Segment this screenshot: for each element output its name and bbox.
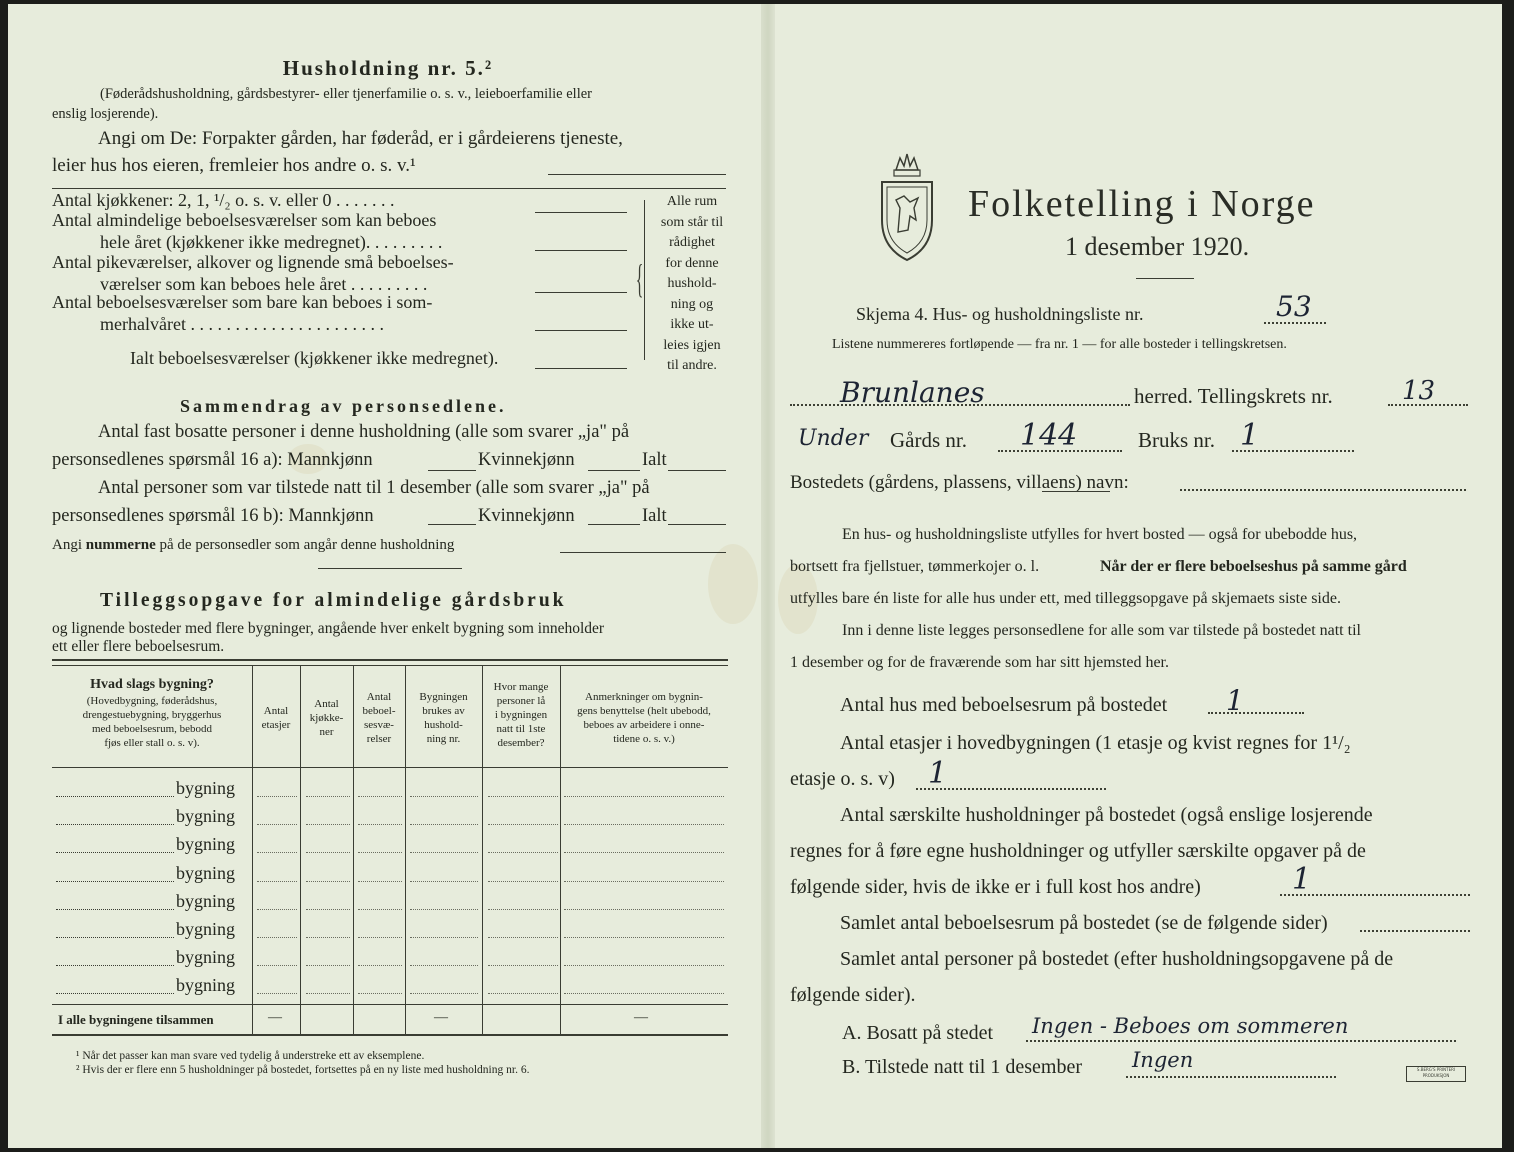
row-cell-line: [488, 881, 558, 882]
row-cell-line: [257, 909, 297, 910]
col-head-line: Hvor mange: [493, 681, 549, 693]
b-label: B. Tilstede natt til 1 desember: [842, 1056, 1082, 1078]
answer-line: [535, 330, 627, 331]
row-cell-line: [358, 993, 402, 994]
answer-line: [1026, 1040, 1456, 1042]
row-cell-line: [306, 965, 350, 966]
footnote: ² Hvis der er flere enn 5 husholdninger på bostedet, fortsettes på en ny liste med husholdning nr. 6.: [76, 1064, 530, 1076]
answer-line: [1126, 1076, 1336, 1078]
row-cell-line: [358, 909, 402, 910]
answer-line: [668, 524, 726, 525]
col-head-line: desember?: [497, 737, 545, 749]
samlet-pers: følgende sider).: [790, 984, 916, 1006]
answer-line: [1264, 322, 1326, 324]
table-row: [52, 832, 728, 860]
col-head-line: ning nr.: [426, 733, 461, 745]
summary-ialt: Ialt: [642, 450, 667, 470]
side-note-line: til andre.: [667, 358, 717, 373]
separator: [52, 188, 726, 189]
row-cell-line: [488, 993, 558, 994]
row-label: bygning: [176, 890, 236, 911]
col-head-kitchens: [300, 697, 353, 739]
villaens-underline: [1042, 491, 1110, 492]
col-head-line: Antal: [366, 691, 392, 703]
col-head-line: sesvæ-: [364, 719, 394, 731]
row-cell-line: [410, 824, 478, 825]
summary-kvinne: Kvinnekjønn: [478, 506, 575, 526]
answer-line: [1208, 712, 1304, 714]
summary-line: personsedlenes spørsmål 16 b): Mannkjønn: [52, 506, 374, 526]
answer-line: [1360, 930, 1470, 932]
col-head-sub: fjøs eller stall o. s. v).: [104, 737, 200, 749]
row-cell-line: [306, 852, 350, 853]
answer-line: [1232, 450, 1354, 452]
side-note-line: hushold-: [667, 276, 717, 291]
row-cell-line: [257, 937, 297, 938]
row-label: bygning: [176, 834, 236, 855]
col-head-line: natt til 1ste: [496, 723, 546, 735]
answer-line: [560, 552, 726, 553]
answer-line: [548, 174, 726, 175]
coat-of-arms-icon: [874, 150, 940, 262]
para-line: utfylles bare én liste for alle hus under ett, med tilleggsopgave på skjemaets siste side.: [790, 590, 1341, 607]
row-cell-line: [358, 852, 402, 853]
row-cell-line: [257, 824, 297, 825]
rooms-summer: Antal beboelsesværelser som bare kan beboes i som-: [52, 292, 433, 312]
row-label: bygning: [176, 778, 236, 798]
summary-line: Antal personer som var tilstede natt til 1 desember (alle som svarer „ja" på: [98, 478, 650, 498]
table-total-rule: [52, 1004, 728, 1005]
ialt-rooms: Ialt beboelsesværelser (kjøkkener ikke medregnet).: [130, 348, 499, 368]
ask-line: Angi om De: Forpakter gården, har føderåd, er i gårdeierens tjeneste,: [98, 128, 623, 149]
side-note: [652, 192, 732, 377]
table-top-rule: [52, 665, 728, 666]
table-row: [52, 776, 728, 804]
row-label: bygning: [176, 947, 236, 968]
bruks-label: Bruks nr.: [1138, 428, 1216, 452]
etasjer-line: Antal etasjer i hovedbygningen (1 etasje og kvist regnes for 1¹/₂: [840, 732, 1351, 754]
side-note-line: rådighet: [669, 235, 715, 250]
col-head-line: gens benyttelse (helt ubebodd,: [577, 705, 711, 717]
herred-value: Brunlanes: [840, 376, 985, 409]
answer-line: [668, 470, 726, 471]
answer-line: [588, 524, 640, 525]
gards-number: 144: [1020, 418, 1078, 453]
census-form-sheet: [8, 4, 1502, 1148]
col-head-line: beboes av arbeidere i onne-: [583, 719, 705, 731]
row-blank-line: [56, 909, 174, 910]
answer-line: [535, 368, 627, 369]
table-row: [52, 804, 728, 832]
sarskilte-line: regnes for å føre egne husholdninger og utfyller særskilte opgaver på de: [790, 840, 1366, 862]
row-cell-line: [488, 796, 558, 797]
col-head-line: kjøkke-: [309, 712, 344, 724]
row-cell-line: [488, 824, 558, 825]
side-note-line: Alle rum: [666, 194, 718, 209]
table-bottom-rule: [52, 1034, 728, 1036]
answer-line: [1388, 404, 1468, 406]
row-cell-line: [564, 965, 724, 966]
row-cell-line: [564, 881, 724, 882]
short-rule: [1136, 278, 1194, 279]
row-cell-line: [306, 824, 350, 825]
side-note-line: som står til: [660, 214, 724, 230]
row-blank-line: [56, 852, 174, 853]
total-dash: —: [268, 1010, 282, 1025]
herred-label: herred. Tellingskrets nr.: [1134, 384, 1333, 408]
col-head-sub: (Hovedbygning, føderådshus,: [86, 695, 218, 707]
short-rule: [318, 568, 462, 569]
row-blank-line: [56, 796, 174, 797]
row-blank-line: [56, 824, 174, 825]
row-cell-line: [306, 937, 350, 938]
sarskilte-line: følgende sider, hvis de ikke er i full kost hos andre): [790, 876, 1201, 898]
table-row: [52, 973, 728, 1001]
para-line: En hus- og husholdningsliste utfylles for hvert bosted — også for ubebodde hus,: [842, 526, 1358, 543]
col-head-line: relser: [366, 733, 392, 745]
side-note-line: leies igjen: [663, 337, 721, 353]
a-label: A. Bosatt på stedet: [842, 1022, 994, 1044]
row-cell-line: [358, 937, 402, 938]
stain: [708, 544, 758, 624]
row-cell-line: [358, 965, 402, 966]
row-cell-line: [410, 937, 478, 938]
answer-line: [535, 212, 627, 213]
bosted-label: Bostedets (gårdens, plassens, villaens) navn:: [790, 472, 1129, 493]
skjema-label: Skjema 4. Hus- og husholdningsliste nr.: [856, 304, 1144, 324]
col-head-line: etasjer: [261, 719, 291, 731]
col-head-line: ner: [319, 726, 334, 738]
etasjer-line: etasje o. s. v): [790, 768, 895, 790]
col-head-household: [405, 690, 482, 746]
side-note-line: for denne: [665, 255, 719, 271]
row-cell-line: [488, 852, 558, 853]
a-value: Ingen - Beboes om sommeren: [1032, 1014, 1349, 1038]
rooms-small: Antal pikeværelser, alkover og lignende små beboelses-: [52, 252, 454, 272]
table-row: [52, 945, 728, 973]
answer-line: [535, 250, 627, 251]
col-head-sub: med beboelsesrum, bebodd: [91, 723, 213, 735]
row-cell-line: [257, 881, 297, 882]
row-cell-line: [410, 796, 478, 797]
table-row: [52, 889, 728, 917]
page-fold: [761, 4, 775, 1148]
col-head-remarks: [560, 690, 728, 746]
gards-label: Gårds nr.: [890, 428, 967, 452]
col-head-line: brukes av: [422, 705, 465, 717]
samlet-pers: Samlet antal personer på bostedet (efter husholdningsopgavene på de: [840, 948, 1394, 970]
col-head-line: personer lå: [496, 695, 546, 707]
col-head-sub: drengestuebygning, bryggerhus: [82, 709, 222, 721]
summary-line: personsedlenes spørsmål 16 a): Mannkjønn: [52, 450, 373, 470]
row-blank-line: [56, 937, 174, 938]
row-cell-line: [488, 965, 558, 966]
rooms-summer-cont: merhalvåret . . . . . . . . . . . . . . . . . . . . . .: [100, 314, 384, 334]
printer-stamp: S.BERG'S PRINTERI PRODUKSJON: [1406, 1066, 1466, 1082]
answer-line: [428, 470, 476, 471]
row-cell-line: [257, 796, 297, 797]
row-label: bygning: [176, 975, 236, 996]
total-dash: —: [434, 1010, 448, 1025]
skjema-number: 53: [1276, 290, 1312, 323]
row-blank-line: [56, 965, 174, 966]
col-head-title: Hvad slags bygning?: [90, 677, 214, 692]
gards-prefix: Under: [798, 426, 869, 451]
sarskilte-line: Antal særskilte husholdninger på bostedet (også enslige losjerende: [840, 804, 1373, 826]
row-cell-line: [257, 993, 297, 994]
hus-value: 1: [1226, 684, 1244, 717]
form-date: 1 desember 1920.: [1065, 232, 1250, 261]
tillegg-line: og lignende bosteder med flere bygninger, angående hver enkelt bygning som inneholder: [52, 620, 605, 637]
tillegg-line: ett eller flere beboelsesrum.: [52, 638, 225, 655]
table-top-rule: [52, 659, 728, 661]
rooms-kitchens: Antal kjøkkener: 2, 1, ¹/₂ o. s. v. eller 0 . . . . . . .: [52, 190, 395, 210]
b-value: Ingen: [1132, 1048, 1194, 1072]
row-cell-line: [358, 796, 402, 797]
col-head-line: Antal: [314, 698, 339, 710]
para-line: 1 desember og for de fraværende som har sitt hjemsted her.: [790, 654, 1169, 671]
row-label: bygning: [176, 862, 236, 883]
row-cell-line: [564, 796, 724, 797]
col-head-line: Bygningen: [419, 691, 468, 703]
intro-line: enslig losjerende).: [52, 106, 159, 122]
summary-ialt: Ialt: [642, 506, 667, 526]
row-blank-line: [56, 993, 174, 994]
tillegg-title: Tilleggsopgave for almindelige gårdsbruk: [100, 590, 567, 611]
para-line-bold: Når der er flere beboelseshus på samme gård: [1100, 558, 1407, 575]
summary-kvinne: Kvinnekjønn: [478, 450, 575, 470]
household-heading: Husholdning nr. 5.²: [282, 56, 494, 80]
row-cell-line: [488, 937, 558, 938]
col-head-line: hushold-: [424, 719, 463, 731]
answer-line: [916, 788, 1106, 790]
row-label: bygning: [176, 806, 236, 827]
row-cell-line: [257, 852, 297, 853]
rooms-small-cont: værelser som kan beboes hele året . . . . . . . . .: [100, 274, 428, 294]
row-cell-line: [257, 965, 297, 966]
row-label: bygning: [176, 919, 236, 939]
table-header-rule: [52, 767, 728, 768]
col-head-line: Anmerkninger om bygnin-: [585, 691, 703, 703]
listene-note: Listene nummereres fortløpende — fra nr. 1 — for alle bosteder i tellingskretsen.: [832, 337, 1287, 352]
intro-line: (Føderådshusholdning, gårdsbestyrer- eller tjenerfamilie o. s. v., leieboerfamilie eller: [100, 86, 593, 102]
row-cell-line: [564, 993, 724, 994]
answer-line: [1280, 894, 1470, 896]
brace-line: [644, 200, 645, 360]
table-row: [52, 861, 728, 889]
row-cell-line: [410, 993, 478, 994]
answer-line: [998, 450, 1122, 452]
row-cell-line: [564, 937, 724, 938]
col-head-persons: [482, 680, 560, 750]
summary-title: Sammendrag av personsedlene.: [180, 396, 507, 416]
nummerne-line: [52, 537, 454, 554]
row-cell-line: [564, 852, 724, 853]
answer-line: [428, 524, 476, 525]
sarskilte-value: 1: [1292, 862, 1312, 897]
rooms-ordinary: Antal almindelige beboelsesværelser som kan beboes: [52, 210, 437, 230]
row-cell-line: [488, 909, 558, 910]
answer-line: [535, 292, 627, 293]
col-head-line: tidene o. s. v.): [613, 733, 675, 745]
row-cell-line: [564, 824, 724, 825]
row-blank-line: [56, 881, 174, 882]
row-cell-line: [358, 881, 402, 882]
col-head-line: Antal: [263, 705, 289, 717]
answer-line: [588, 470, 640, 471]
form-title: Folketelling i Norge: [968, 183, 1316, 225]
para-line: Inn i denne liste legges personsedlene for alle som var tilstede på bostedet natt til: [842, 622, 1361, 639]
col-head-line: beboel-: [362, 705, 396, 717]
para-line: bortsett fra fjellstuer, tømmerkojer o. l.: [790, 558, 1040, 575]
bruks-number: 1: [1240, 418, 1260, 453]
row-cell-line: [306, 881, 350, 882]
table-row: [52, 917, 728, 945]
col-head-line: i bygningen: [494, 709, 548, 721]
ask-line: leier hus hos eieren, fremleier hos andre o. s. v.¹: [52, 155, 416, 176]
side-note-line: ikke ut-: [670, 317, 714, 332]
row-cell-line: [306, 993, 350, 994]
side-note-line: ning og: [670, 296, 714, 312]
col-head-rooms: [353, 690, 405, 746]
hus-label: Antal hus med beboelsesrum på bostedet: [840, 694, 1168, 716]
row-cell-line: [410, 909, 478, 910]
row-cell-line: [410, 881, 478, 882]
row-cell-line: [410, 852, 478, 853]
nummerne-bold: nummerne: [85, 537, 156, 553]
etasjer-value: 1: [928, 756, 948, 791]
row-cell-line: [410, 965, 478, 966]
summary-line: Antal fast bosatte personer i denne husholdning (alle som svarer „ja" på: [98, 422, 630, 442]
col-head-floors: [252, 704, 300, 732]
krets-number: 13: [1402, 376, 1436, 406]
row-cell-line: [306, 909, 350, 910]
answer-line: [790, 404, 1130, 406]
row-cell-line: [306, 796, 350, 797]
row-cell-line: [358, 824, 402, 825]
footnote: ¹ Når det passer kan man svare ved tydelig å understreke ett av eksemplene.: [76, 1050, 425, 1062]
brace: {: [635, 256, 644, 301]
rooms-ordinary-cont: hele året (kjøkkener ikke medregnet). . . . . . . . .: [100, 232, 443, 252]
row-cell-line: [564, 909, 724, 910]
nummerne-text: på de personsedler som angår denne husholdning: [159, 537, 455, 553]
nummerne-text: Angi: [52, 537, 82, 553]
total-label: I alle bygningene tilsammen: [58, 1012, 214, 1027]
answer-line: [1180, 489, 1466, 491]
total-dash: —: [634, 1010, 648, 1025]
samlet-rum: Samlet antal beboelsesrum på bostedet (se de følgende sider): [840, 912, 1328, 934]
col-head-building: [52, 676, 252, 750]
